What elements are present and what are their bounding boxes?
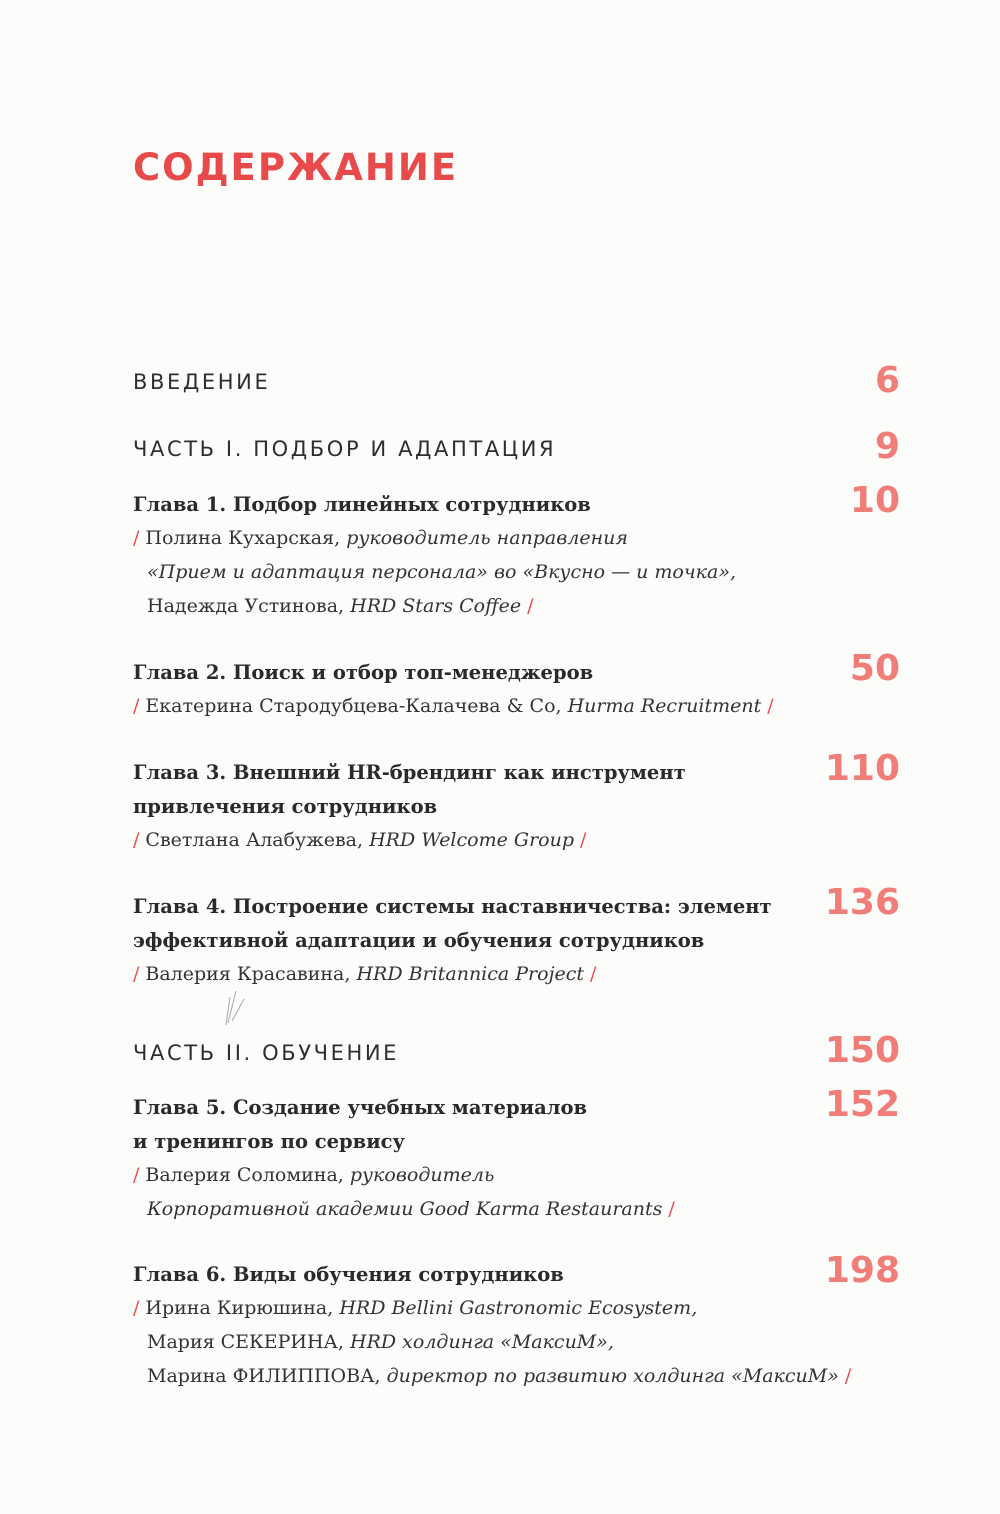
page-title: СОДЕРЖАНИЕ (133, 146, 459, 189)
chapter-1-title[interactable] (133, 488, 773, 522)
chapter-4-title-line-1: Глава 4. Построение системы наставничества: элемент (133, 895, 772, 918)
toc-part2-page[interactable]: 150 (824, 1030, 900, 1071)
chapter-5-title-line-2: и тренингов по сервису (133, 1130, 406, 1153)
chapter-3-title-line-2: привлечения сотрудников (133, 795, 438, 818)
toc-part1-label[interactable]: ЧАСТЬ I. ПОДБОР И АДАПТАЦИЯ (133, 437, 557, 461)
slash-mark: / (133, 1297, 140, 1319)
toc-part2-label[interactable]: ЧАСТЬ II. ОБУЧЕНИЕ (133, 1041, 400, 1065)
chapter-1-title-line: Глава 1. Подбор линейных сотрудников (133, 493, 591, 516)
author-affiliation: руководитель (349, 1164, 495, 1186)
author-name: Валерия Красавина, (145, 963, 357, 985)
chapter-6-authors (133, 1291, 893, 1393)
author-name: Полина Кухарская, (145, 527, 347, 549)
chapter-3-authors (133, 823, 893, 857)
chapter-5-page[interactable]: 152 (824, 1084, 900, 1125)
slash-mark: / (589, 963, 597, 985)
chapter-4-title-line-2: эффективной адаптации и обучения сотрудников (133, 929, 705, 952)
slash-mark: / (844, 1365, 852, 1387)
chapter-3-title[interactable] (133, 756, 773, 824)
chapter-2-title-line: Глава 2. Поиск и отбор топ-менеджеров (133, 661, 594, 684)
chapter-2-title[interactable] (133, 656, 773, 690)
author-affiliation: HRD Britannica Project (356, 963, 584, 985)
chapter-1-page[interactable]: 10 (849, 480, 900, 521)
toc-intro-page[interactable]: 6 (874, 360, 900, 401)
author-name: Надежда Устинова, (147, 595, 351, 617)
author-affiliation: директор по развитию холдинга «МаксиМ» (386, 1365, 839, 1387)
chapter-5-title[interactable] (133, 1091, 773, 1159)
author-affiliation: «Прием и адаптация персонала» во «Вкусно — и точка», (147, 561, 737, 583)
slash-mark: / (767, 695, 774, 717)
author-name: Светлана Алабужева, (145, 829, 370, 851)
chapter-5-authors (133, 1158, 893, 1226)
author-name: Мария СЕКЕРИНА, (147, 1331, 351, 1353)
author-affiliation: HRD Bellini Gastronomic Ecosystem, (339, 1297, 698, 1319)
slash-mark: / (133, 527, 140, 549)
slash-mark: / (527, 595, 534, 617)
chapter-6-title-line: Глава 6. Виды обучения сотрудников (133, 1263, 564, 1286)
author-affiliation: HRD холдинга «МаксиМ», (350, 1331, 614, 1353)
pencil-mark-icon (222, 985, 252, 1027)
chapter-1-authors (133, 521, 893, 623)
author-affiliation: руководитель направления (346, 527, 628, 549)
chapter-6-page[interactable]: 198 (824, 1250, 900, 1291)
chapter-2-authors (133, 689, 893, 723)
slash-mark: / (133, 695, 140, 717)
chapter-4-page[interactable]: 136 (824, 882, 900, 923)
chapter-2-page[interactable]: 50 (849, 648, 900, 689)
chapter-6-title[interactable] (133, 1258, 773, 1292)
author-name: Валерия Соломина, (145, 1164, 350, 1186)
chapter-4-title[interactable] (133, 890, 773, 958)
slash-mark: / (133, 829, 140, 851)
slash-mark: / (133, 963, 140, 985)
author-name: Ирина Кирюшина, (145, 1297, 340, 1319)
author-name: Екатерина Стародубцева-Калачева & Co, (145, 695, 568, 717)
author-affiliation: Корпоративной академии Good Karma Restaurants (147, 1198, 663, 1220)
slash-mark: / (580, 829, 587, 851)
slash-mark: / (668, 1198, 675, 1220)
chapter-5-title-line-1: Глава 5. Создание учебных материалов (133, 1096, 588, 1119)
toc-intro-label[interactable]: ВВЕДЕНИЕ (133, 370, 271, 394)
chapter-3-title-line-1: Глава 3. Внешний HR-брендинг как инструмент (133, 761, 686, 784)
author-affiliation: HRD Welcome Group (369, 829, 574, 851)
chapter-3-page[interactable]: 110 (824, 748, 900, 789)
toc-part1-page[interactable]: 9 (874, 426, 900, 467)
author-name: Марина ФИЛИППОВА, (147, 1365, 387, 1387)
author-affiliation: HRD Stars Coffee (350, 595, 522, 617)
author-affiliation: Hurma Recruitment (567, 695, 762, 717)
slash-mark: / (133, 1164, 140, 1186)
